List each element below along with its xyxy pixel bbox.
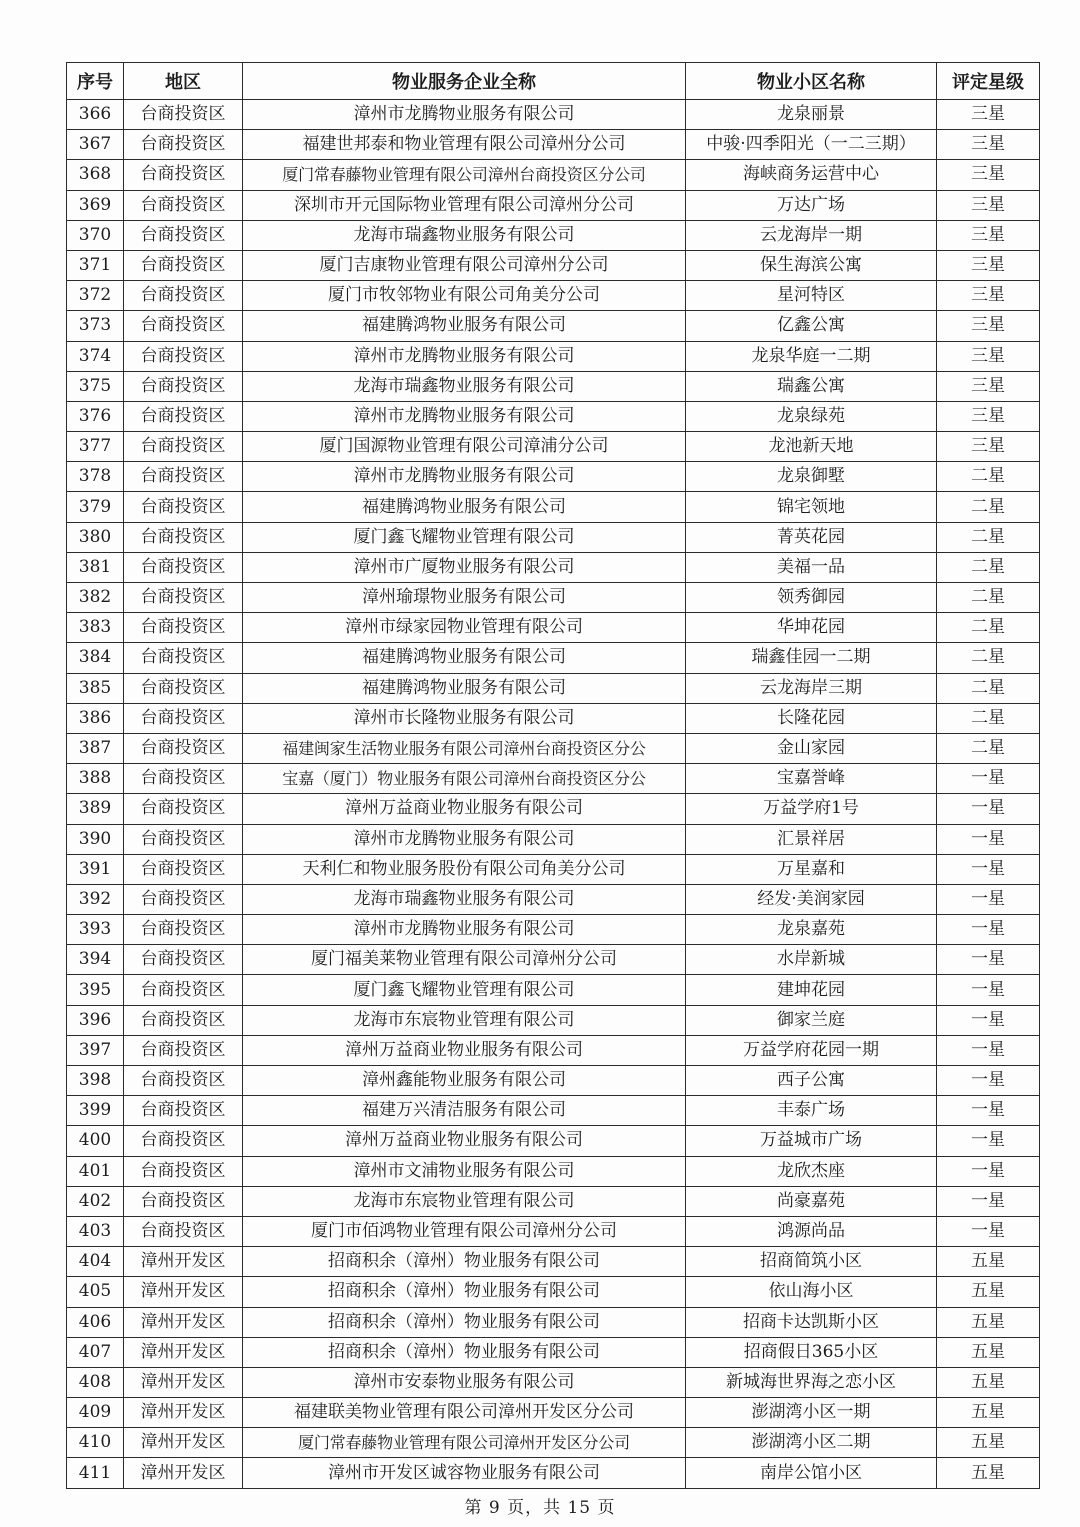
table-row [67, 673, 1040, 703]
cell-region: 台商投资区 [124, 915, 243, 945]
cell-company: 福建腾鸿物业服务有限公司 [243, 492, 686, 522]
cell-rating: 五星 [937, 1277, 1040, 1307]
cell-community: 经发·美润家园 [686, 884, 937, 914]
cell-region: 台商投资区 [124, 250, 243, 280]
cell-region: 漳州开发区 [124, 1367, 243, 1397]
cell-region: 台商投资区 [124, 190, 243, 220]
cell-region: 漳州开发区 [124, 1458, 243, 1488]
header-region: 地区 [124, 63, 243, 100]
cell-seq: 375 [67, 371, 124, 401]
table-row [67, 915, 1040, 945]
cell-company: 漳州市广厦物业服务有限公司 [243, 552, 686, 582]
cell-seq: 378 [67, 462, 124, 492]
cell-seq: 369 [67, 190, 124, 220]
cell-rating: 三星 [937, 190, 1040, 220]
cell-rating: 五星 [937, 1458, 1040, 1488]
table-body [67, 100, 1040, 1489]
cell-company: 厦门鑫飞耀物业管理有限公司 [243, 975, 686, 1005]
cell-rating: 三星 [937, 281, 1040, 311]
cell-seq: 367 [67, 130, 124, 160]
cell-company: 厦门国源物业管理有限公司漳浦分公司 [243, 432, 686, 462]
cell-company: 福建联美物业管理有限公司漳州开发区分公司 [243, 1398, 686, 1428]
header-seq: 序号 [67, 63, 124, 100]
table-row [67, 1096, 1040, 1126]
table-row [67, 854, 1040, 884]
table-row [67, 1398, 1040, 1428]
table-row [67, 492, 1040, 522]
table-header-row [67, 63, 1040, 100]
cell-seq: 380 [67, 522, 124, 552]
cell-company: 招商积余（漳州）物业服务有限公司 [243, 1307, 686, 1337]
cell-company: 龙海市瑞鑫物业服务有限公司 [243, 371, 686, 401]
cell-rating: 二星 [937, 613, 1040, 643]
cell-seq: 377 [67, 432, 124, 462]
cell-seq: 382 [67, 583, 124, 613]
cell-region: 漳州开发区 [124, 1398, 243, 1428]
cell-community: 西子公寓 [686, 1066, 937, 1096]
table-row [67, 1005, 1040, 1035]
cell-region: 漳州开发区 [124, 1428, 243, 1458]
cell-community: 瑞鑫佳园一二期 [686, 643, 937, 673]
table-row [67, 552, 1040, 582]
cell-seq: 384 [67, 643, 124, 673]
cell-seq: 407 [67, 1337, 124, 1367]
cell-rating: 三星 [937, 432, 1040, 462]
cell-rating: 一星 [937, 1126, 1040, 1156]
cell-rating: 五星 [937, 1367, 1040, 1397]
table-row [67, 462, 1040, 492]
cell-seq: 399 [67, 1096, 124, 1126]
cell-region: 台商投资区 [124, 1005, 243, 1035]
table-row [67, 250, 1040, 280]
cell-community: 尚豪嘉苑 [686, 1186, 937, 1216]
cell-company: 福建世邦泰和物业管理有限公司漳州分公司 [243, 130, 686, 160]
cell-seq: 390 [67, 824, 124, 854]
cell-region: 台商投资区 [124, 975, 243, 1005]
table-row [67, 643, 1040, 673]
table-row [67, 522, 1040, 552]
header-community: 物业小区名称 [686, 63, 937, 100]
cell-community: 南岸公馆小区 [686, 1458, 937, 1488]
cell-community: 云龙海岸一期 [686, 220, 937, 250]
table-row [67, 733, 1040, 763]
cell-seq: 373 [67, 311, 124, 341]
cell-region: 台商投资区 [124, 1156, 243, 1186]
cell-rating: 三星 [937, 160, 1040, 190]
cell-rating: 二星 [937, 583, 1040, 613]
cell-rating: 一星 [937, 1005, 1040, 1035]
cell-community: 龙泉嘉苑 [686, 915, 937, 945]
cell-community: 云龙海岸三期 [686, 673, 937, 703]
cell-company: 招商积余（漳州）物业服务有限公司 [243, 1277, 686, 1307]
cell-rating: 一星 [937, 945, 1040, 975]
cell-company: 厦门常春藤物业管理有限公司漳州台商投资区分公司 [243, 160, 686, 190]
table-row [67, 1337, 1040, 1367]
cell-community: 招商简筑小区 [686, 1247, 937, 1277]
table-row [67, 130, 1040, 160]
cell-rating: 一星 [937, 794, 1040, 824]
cell-company: 漳州市文浦物业服务有限公司 [243, 1156, 686, 1186]
cell-rating: 三星 [937, 371, 1040, 401]
cell-region: 台商投资区 [124, 1126, 243, 1156]
cell-region: 漳州开发区 [124, 1307, 243, 1337]
cell-rating: 三星 [937, 401, 1040, 431]
cell-region: 台商投资区 [124, 522, 243, 552]
cell-rating: 三星 [937, 341, 1040, 371]
cell-region: 台商投资区 [124, 1216, 243, 1246]
cell-community: 万益学府1号 [686, 794, 937, 824]
cell-rating: 三星 [937, 311, 1040, 341]
cell-rating: 三星 [937, 130, 1040, 160]
table-row [67, 583, 1040, 613]
cell-community: 长隆花园 [686, 703, 937, 733]
cell-seq: 383 [67, 613, 124, 643]
cell-region: 台商投资区 [124, 764, 243, 794]
cell-seq: 409 [67, 1398, 124, 1428]
cell-seq: 389 [67, 794, 124, 824]
cell-company: 漳州市龙腾物业服务有限公司 [243, 401, 686, 431]
table-row [67, 1186, 1040, 1216]
cell-community: 水岸新城 [686, 945, 937, 975]
cell-seq: 395 [67, 975, 124, 1005]
cell-rating: 三星 [937, 100, 1040, 130]
cell-region: 台商投资区 [124, 371, 243, 401]
table-row [67, 824, 1040, 854]
cell-region: 台商投资区 [124, 160, 243, 190]
cell-region: 台商投资区 [124, 1035, 243, 1065]
cell-region: 台商投资区 [124, 794, 243, 824]
cell-community: 菁英花园 [686, 522, 937, 552]
cell-community: 保生海滨公寓 [686, 250, 937, 280]
cell-region: 台商投资区 [124, 100, 243, 130]
cell-community: 金山家园 [686, 733, 937, 763]
table-row [67, 220, 1040, 250]
cell-community: 万达广场 [686, 190, 937, 220]
cell-community: 龙泉绿苑 [686, 401, 937, 431]
cell-region: 漳州开发区 [124, 1337, 243, 1367]
cell-region: 台商投资区 [124, 462, 243, 492]
cell-region: 台商投资区 [124, 281, 243, 311]
cell-seq: 394 [67, 945, 124, 975]
cell-rating: 二星 [937, 492, 1040, 522]
cell-seq: 370 [67, 220, 124, 250]
table-row [67, 794, 1040, 824]
cell-community: 新城海世界海之恋小区 [686, 1367, 937, 1397]
cell-seq: 371 [67, 250, 124, 280]
cell-rating: 五星 [937, 1337, 1040, 1367]
cell-seq: 372 [67, 281, 124, 311]
cell-seq: 386 [67, 703, 124, 733]
cell-community: 龙泉丽景 [686, 100, 937, 130]
cell-rating: 二星 [937, 462, 1040, 492]
table-row [67, 371, 1040, 401]
cell-seq: 374 [67, 341, 124, 371]
cell-seq: 408 [67, 1367, 124, 1397]
cell-seq: 406 [67, 1307, 124, 1337]
cell-region: 漳州开发区 [124, 1277, 243, 1307]
cell-rating: 二星 [937, 673, 1040, 703]
table-row [67, 1126, 1040, 1156]
cell-region: 台商投资区 [124, 854, 243, 884]
cell-community: 万星嘉和 [686, 854, 937, 884]
table-row [67, 1035, 1040, 1065]
cell-seq: 393 [67, 915, 124, 945]
cell-community: 美福一品 [686, 552, 937, 582]
cell-company: 招商积余（漳州）物业服务有限公司 [243, 1247, 686, 1277]
cell-company: 厦门福美莱物业管理有限公司漳州分公司 [243, 945, 686, 975]
cell-company: 福建万兴清洁服务有限公司 [243, 1096, 686, 1126]
table-row [67, 975, 1040, 1005]
table-row [67, 764, 1040, 794]
cell-community: 锦宅领地 [686, 492, 937, 522]
cell-rating: 一星 [937, 1156, 1040, 1186]
header-company: 物业服务企业全称 [243, 63, 686, 100]
table-row [67, 190, 1040, 220]
cell-rating: 一星 [937, 1035, 1040, 1065]
cell-company: 福建腾鸿物业服务有限公司 [243, 673, 686, 703]
cell-region: 台商投资区 [124, 1066, 243, 1096]
cell-region: 台商投资区 [124, 945, 243, 975]
cell-seq: 410 [67, 1428, 124, 1458]
cell-rating: 三星 [937, 220, 1040, 250]
cell-community: 招商假日365小区 [686, 1337, 937, 1367]
cell-seq: 379 [67, 492, 124, 522]
cell-region: 台商投资区 [124, 492, 243, 522]
cell-seq: 388 [67, 764, 124, 794]
cell-rating: 一星 [937, 1216, 1040, 1246]
cell-community: 龙池新天地 [686, 432, 937, 462]
cell-company: 漳州市长隆物业服务有限公司 [243, 703, 686, 733]
cell-region: 台商投资区 [124, 1096, 243, 1126]
cell-seq: 392 [67, 884, 124, 914]
table-row [67, 401, 1040, 431]
table-row [67, 884, 1040, 914]
cell-company: 福建闽家生活物业服务有限公司漳州台商投资区分公 [243, 733, 686, 763]
table-row [67, 432, 1040, 462]
cell-region: 台商投资区 [124, 703, 243, 733]
cell-company: 福建腾鸿物业服务有限公司 [243, 311, 686, 341]
cell-rating: 二星 [937, 522, 1040, 552]
property-rating-table [66, 62, 1040, 1489]
cell-community: 龙欣杰座 [686, 1156, 937, 1186]
cell-community: 建坤花园 [686, 975, 937, 1005]
cell-community: 万益城市广场 [686, 1126, 937, 1156]
cell-community: 华坤花园 [686, 613, 937, 643]
cell-company: 厦门市牧邻物业有限公司角美分公司 [243, 281, 686, 311]
cell-rating: 二星 [937, 552, 1040, 582]
cell-company: 厦门鑫飞耀物业管理有限公司 [243, 522, 686, 552]
cell-company: 漳州市龙腾物业服务有限公司 [243, 100, 686, 130]
cell-seq: 398 [67, 1066, 124, 1096]
cell-rating: 一星 [937, 1066, 1040, 1096]
cell-region: 台商投资区 [124, 673, 243, 703]
cell-community: 龙泉华庭一二期 [686, 341, 937, 371]
cell-company: 深圳市开元国际物业管理有限公司漳州分公司 [243, 190, 686, 220]
cell-company: 厦门吉康物业管理有限公司漳州分公司 [243, 250, 686, 280]
table-row [67, 1458, 1040, 1488]
cell-community: 海峡商务运营中心 [686, 160, 937, 190]
cell-company: 漳州市龙腾物业服务有限公司 [243, 341, 686, 371]
cell-region: 台商投资区 [124, 341, 243, 371]
cell-region: 台商投资区 [124, 884, 243, 914]
cell-company: 招商积余（漳州）物业服务有限公司 [243, 1337, 686, 1367]
cell-company: 漳州市龙腾物业服务有限公司 [243, 824, 686, 854]
table-row [67, 281, 1040, 311]
cell-seq: 376 [67, 401, 124, 431]
table-row [67, 100, 1040, 130]
cell-company: 漳州市绿家园物业管理有限公司 [243, 613, 686, 643]
cell-community: 鸿源尚品 [686, 1216, 937, 1246]
cell-seq: 397 [67, 1035, 124, 1065]
cell-company: 厦门常春藤物业管理有限公司漳州开发区分公司 [243, 1428, 686, 1458]
table-row [67, 1307, 1040, 1337]
cell-seq: 366 [67, 100, 124, 130]
table-row [67, 945, 1040, 975]
cell-community: 万益学府花园一期 [686, 1035, 937, 1065]
cell-seq: 403 [67, 1216, 124, 1246]
cell-community: 澎湖湾小区一期 [686, 1398, 937, 1428]
cell-region: 台商投资区 [124, 733, 243, 763]
cell-rating: 三星 [937, 250, 1040, 280]
cell-community: 星河特区 [686, 281, 937, 311]
cell-community: 中骏·四季阳光（一二三期） [686, 130, 937, 160]
cell-region: 台商投资区 [124, 583, 243, 613]
cell-rating: 五星 [937, 1428, 1040, 1458]
cell-community: 瑞鑫公寓 [686, 371, 937, 401]
cell-seq: 396 [67, 1005, 124, 1035]
cell-rating: 五星 [937, 1307, 1040, 1337]
cell-company: 漳州市龙腾物业服务有限公司 [243, 462, 686, 492]
cell-seq: 400 [67, 1126, 124, 1156]
header-rating: 评定星级 [937, 63, 1040, 100]
table-row [67, 613, 1040, 643]
cell-community: 招商卡达凯斯小区 [686, 1307, 937, 1337]
cell-seq: 385 [67, 673, 124, 703]
cell-rating: 一星 [937, 764, 1040, 794]
cell-company: 漳州万益商业物业服务有限公司 [243, 1126, 686, 1156]
cell-seq: 368 [67, 160, 124, 190]
cell-company: 天利仁和物业服务股份有限公司角美分公司 [243, 854, 686, 884]
cell-region: 台商投资区 [124, 220, 243, 250]
cell-rating: 二星 [937, 643, 1040, 673]
cell-rating: 一星 [937, 1186, 1040, 1216]
table-row [67, 1367, 1040, 1397]
cell-rating: 一星 [937, 824, 1040, 854]
cell-rating: 二星 [937, 733, 1040, 763]
page-number-footer: 第 9 页，共 15 页 [464, 1498, 616, 1518]
cell-community: 依山海小区 [686, 1277, 937, 1307]
table-row [67, 160, 1040, 190]
table-row [67, 1277, 1040, 1307]
cell-region: 漳州开发区 [124, 1247, 243, 1277]
cell-community: 领秀御园 [686, 583, 937, 613]
cell-seq: 404 [67, 1247, 124, 1277]
table-row [67, 1216, 1040, 1246]
cell-community: 宝嘉誉峰 [686, 764, 937, 794]
cell-region: 台商投资区 [124, 130, 243, 160]
cell-community: 澎湖湾小区二期 [686, 1428, 937, 1458]
cell-seq: 391 [67, 854, 124, 884]
table-row [67, 703, 1040, 733]
cell-company: 龙海市东宸物业管理有限公司 [243, 1005, 686, 1035]
cell-community: 汇景祥居 [686, 824, 937, 854]
cell-rating: 一星 [937, 1096, 1040, 1126]
cell-region: 台商投资区 [124, 613, 243, 643]
cell-rating: 一星 [937, 915, 1040, 945]
table-row [67, 1247, 1040, 1277]
cell-rating: 一星 [937, 975, 1040, 1005]
cell-seq: 387 [67, 733, 124, 763]
cell-region: 台商投资区 [124, 552, 243, 582]
cell-region: 台商投资区 [124, 401, 243, 431]
table-row [67, 1066, 1040, 1096]
cell-company: 龙海市瑞鑫物业服务有限公司 [243, 220, 686, 250]
cell-seq: 402 [67, 1186, 124, 1216]
cell-region: 台商投资区 [124, 432, 243, 462]
cell-community: 龙泉御墅 [686, 462, 937, 492]
cell-company: 漳州瑜璟物业服务有限公司 [243, 583, 686, 613]
cell-seq: 401 [67, 1156, 124, 1186]
cell-company: 厦门市佰鸿物业管理有限公司漳州分公司 [243, 1216, 686, 1246]
cell-region: 台商投资区 [124, 311, 243, 341]
cell-rating: 五星 [937, 1398, 1040, 1428]
cell-community: 御家兰庭 [686, 1005, 937, 1035]
cell-company: 漳州万益商业物业服务有限公司 [243, 1035, 686, 1065]
table-row [67, 1156, 1040, 1186]
cell-community: 丰泰广场 [686, 1096, 937, 1126]
cell-rating: 一星 [937, 884, 1040, 914]
cell-seq: 381 [67, 552, 124, 582]
cell-seq: 411 [67, 1458, 124, 1488]
cell-company: 宝嘉（厦门）物业服务有限公司漳州台商投资区分公 [243, 764, 686, 794]
cell-rating: 五星 [937, 1247, 1040, 1277]
cell-company: 福建腾鸿物业服务有限公司 [243, 643, 686, 673]
cell-company: 龙海市东宸物业管理有限公司 [243, 1186, 686, 1216]
cell-region: 台商投资区 [124, 824, 243, 854]
cell-company: 漳州市开发区诚容物业服务有限公司 [243, 1458, 686, 1488]
cell-seq: 405 [67, 1277, 124, 1307]
cell-company: 漳州市龙腾物业服务有限公司 [243, 915, 686, 945]
cell-region: 台商投资区 [124, 643, 243, 673]
cell-rating: 一星 [937, 854, 1040, 884]
cell-company: 漳州万益商业物业服务有限公司 [243, 794, 686, 824]
table-row [67, 341, 1040, 371]
cell-company: 漳州鑫能物业服务有限公司 [243, 1066, 686, 1096]
table-row [67, 1428, 1040, 1458]
table-row [67, 311, 1040, 341]
cell-company: 龙海市瑞鑫物业服务有限公司 [243, 884, 686, 914]
cell-rating: 二星 [937, 703, 1040, 733]
cell-region: 台商投资区 [124, 1186, 243, 1216]
cell-company: 漳州市安泰物业服务有限公司 [243, 1367, 686, 1397]
cell-community: 亿鑫公寓 [686, 311, 937, 341]
